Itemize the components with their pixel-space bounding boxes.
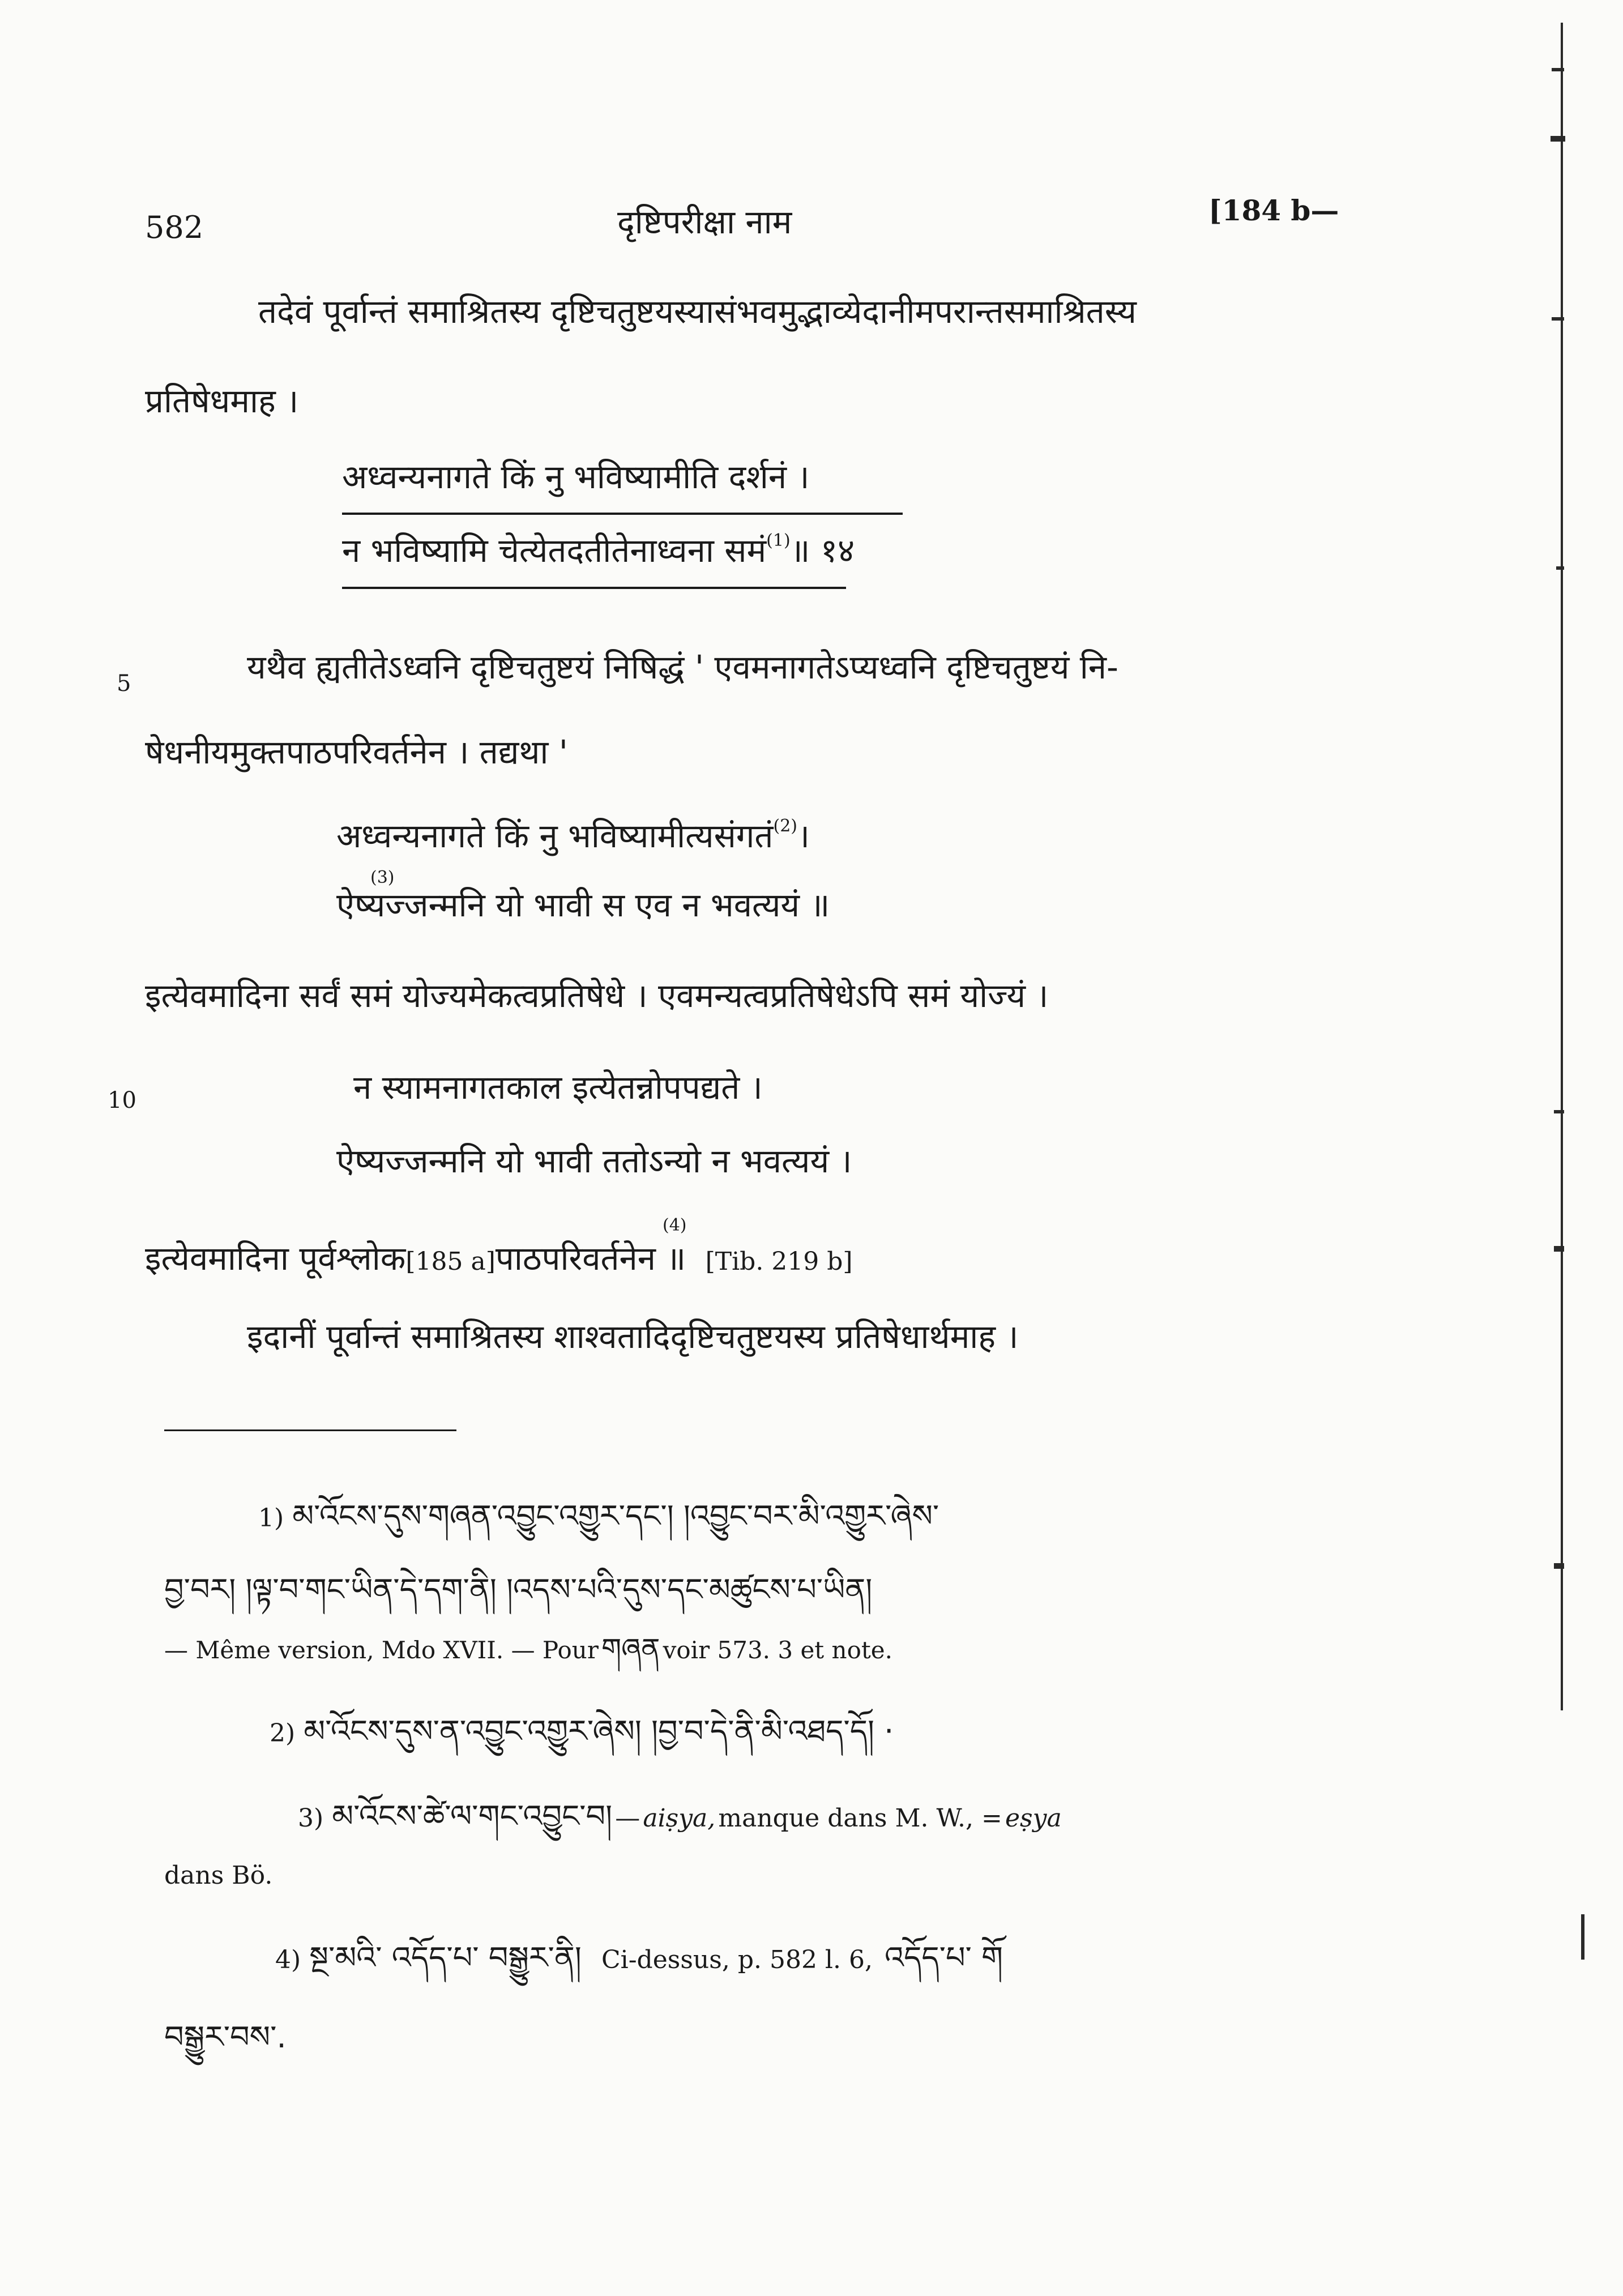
footnote-text: — Même version, Mdo XVII. — Pour [164,1636,599,1664]
verse-text: अध्वन्यनागते किं नु भविष्यामीत्यसंगतं [336,817,774,855]
verse-line: ऐष्यज्जन्मनि यो भावी स एव न भवत्ययं ॥ [336,886,830,924]
scan-edge-mark [1551,136,1565,142]
verse-text: न भविष्यामि चेत्येतदतीतेनाध्वना समं [342,531,767,570]
scan-edge-mark [1554,1563,1564,1569]
footnote-italic: eṣya [1005,1804,1062,1833]
tibetan-text: མ་འོངས་དུས་ན་འབྱུང་འགྱུར་ཞེས། །བྱ་བ་དེ་ནི་མི་འཐད་དོ། · [304,1713,894,1749]
verse-number: ॥ १४ [790,531,855,570]
verse-line: अध्वन्यनागते किं नु भविष्यामीति दर्शनं । [342,458,810,496]
footnote-marker: (4) [663,1215,687,1235]
footnote-number: 4) [275,1945,301,1974]
paragraph-line: यथैव ह्यतीतेऽध्वनि दृष्टिचतुष्टयं निषिद्धं ' एवमनागतेऽप्यध्वनि दृष्टिचतुष्टयं नि- [247,648,1118,686]
tibetan-text: བསྒྱུར་བས་. [164,2019,287,2055]
tibetan-word: གཞན [601,1632,660,1665]
paragraph-line: इत्येवमादिना सर्वं समं योज्यमेकत्वप्रतिषेधे । एवमन्यत्वप्रतिषेधेऽपि समं योज्यं । [145,976,1049,1015]
line-number: 10 [108,1087,136,1113]
footnote-text: manque dans M. W., = [718,1804,1002,1833]
page-number: 582 [145,210,204,245]
footnote-italic: aiṣya, [643,1804,716,1833]
tibetan-text: སྔ་མའི་ འདོད་པ་ བསྒྱུར་ནི། [309,1940,582,1975]
paragraph-line [145,1235,853,1279]
footnote-2-line [270,1697,894,1783]
folio-reference: [184 b— [1208,194,1339,227]
footnote-marker: (1) [766,531,791,550]
folio-reference: [185 a] [405,1247,496,1276]
tibetan-text: མ་འོངས་ཚེ་ལ་གང་འབྱུང་བ། [332,1798,613,1834]
footnote-text: dans Bö. [164,1861,273,1890]
footnote-number: 1) [258,1504,284,1533]
footnote-marker: (3) [370,868,395,887]
footnote-text: Ci-dessus, p. 582 l. 6, [601,1945,873,1974]
line-number: 5 [117,671,131,697]
verse-underline [342,513,903,515]
verse-line: ऐष्यज्जन्मनि यो भावी ततोऽन्यो न भवत्ययं । [336,1142,852,1180]
verse-line: न स्यामनागतकाल इत्येतन्नोपपद्यते । [353,1068,763,1107]
paragraph-line: तदेवं पूर्वान्तं समाश्रितस्य दृष्टिचतुष्टयस्यासंभवमुद्भाव्येदानीमपरान्तसमाश्रितस्य [258,292,1137,331]
scan-edge-mark [1554,1110,1564,1113]
tibetan-text: འདོད་པ་ གོ [885,1940,1003,1975]
footnote-marker: (2) [773,816,797,836]
footnote-text: — [615,1804,640,1833]
text-run: पाठपरिवर्तनेन ॥ [495,1239,686,1278]
footnote-separator [164,1429,456,1431]
verse-danda: । [797,817,810,855]
footnote-4-line [275,1923,1003,2009]
tibetan-text: བྱ་བར། །ལྟ་བ་གང་ཡིན་དེ་དག་ནི། །འདས་པའི་དུས་དང་མཚུངས་པ་ཡིན། [164,1572,873,1607]
scan-edge-mark [1556,566,1564,570]
verse-underline [342,587,846,589]
verse-line [342,527,855,571]
paragraph-line: षेधनीयमुक्तपाठपरिवर्तनेन । तद्यथा ' [145,733,568,771]
scan-edge-mark [1581,1914,1584,1960]
tibetan-text: མ་འོངས་དུས་གཞན་འབྱུང་འགྱུར་དང་། །འབྱུང་བར་མི་འགྱུར་ཞེས་ [292,1498,939,1534]
text-run: इत्येवमादिना पूर्वश्लोक [145,1239,406,1278]
tibetan-reference: [Tib. 219 b] [705,1247,853,1276]
paragraph-line: प्रतिषेधमाह । [145,382,299,420]
scan-edge-mark [1552,317,1564,321]
footnote-3-line [298,1782,1062,1868]
footnote-number: 2) [270,1719,296,1748]
footnote-number: 3) [298,1804,324,1833]
paragraph-line: इदानीं पूर्वान्तं समाश्रितस्य शाश्वतादिदृष्टिचतुष्टयस्य प्रतिषेधार्थमाह । [247,1317,1019,1356]
footnote-text: voir 573. 3 et note. [663,1636,892,1664]
verse-line [336,812,810,857]
scan-edge-mark [1554,1246,1564,1252]
running-title: दृष्टिपरीक्षा नाम [617,203,792,241]
scan-edge-line [1561,23,1563,1710]
footnote-1-note [164,1618,892,1697]
scan-edge-mark [1552,68,1564,71]
